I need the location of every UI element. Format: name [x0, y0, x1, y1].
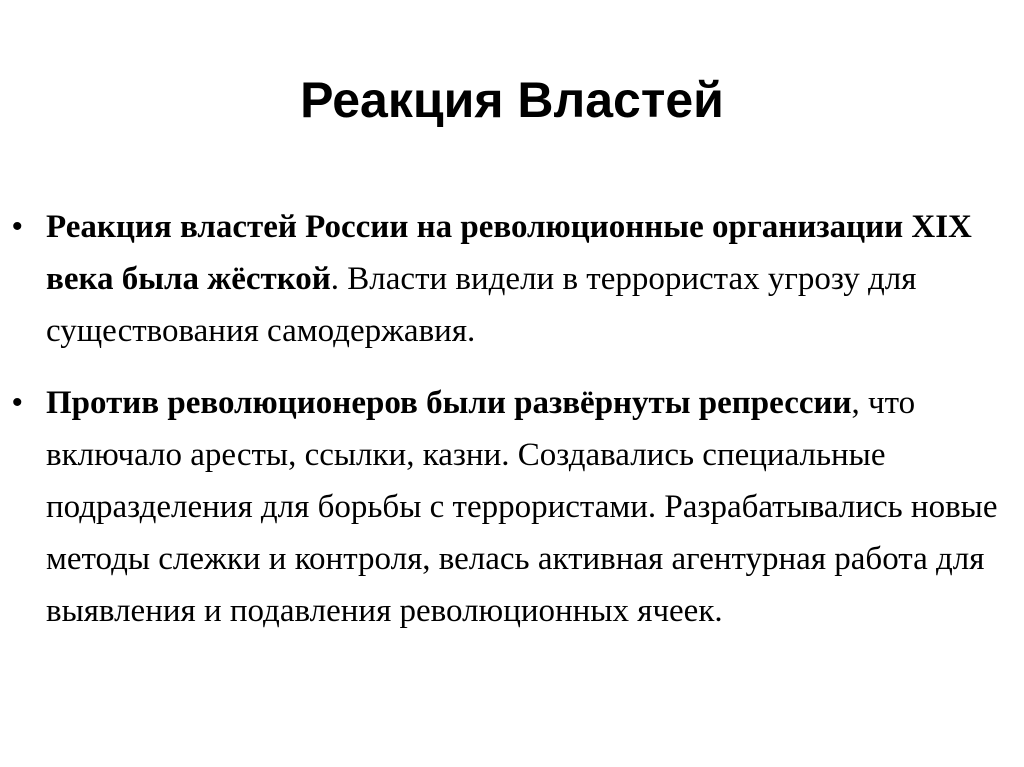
bullet-item-repressions [0, 377, 1024, 637]
bullet-item-reaction [0, 201, 1024, 357]
bullet-dot-icon: • [12, 386, 23, 419]
bullet-list [0, 201, 1024, 657]
bullet-bold-text: Реакция властей России на революционные организации XIX века была жёсткой [46, 209, 972, 297]
bullet-bold-text: Против революционеров были развёрнуты репрессии [46, 385, 852, 421]
slide-title: Реакция Властей [300, 72, 724, 128]
bullet-normal-text: . Власти видели в террористах угрозу для существования самодержавия. [46, 261, 917, 349]
bullet-dot-icon: • [12, 210, 23, 243]
bullet-normal-text: , что включало аресты, ссылки, казни. Создавались специальные подразделения для борьбы с террористами. Разрабатывались новые методы слежки и контроля, велась активная агентурная работа для выявления и подавления революционных ячеек. [46, 385, 998, 629]
